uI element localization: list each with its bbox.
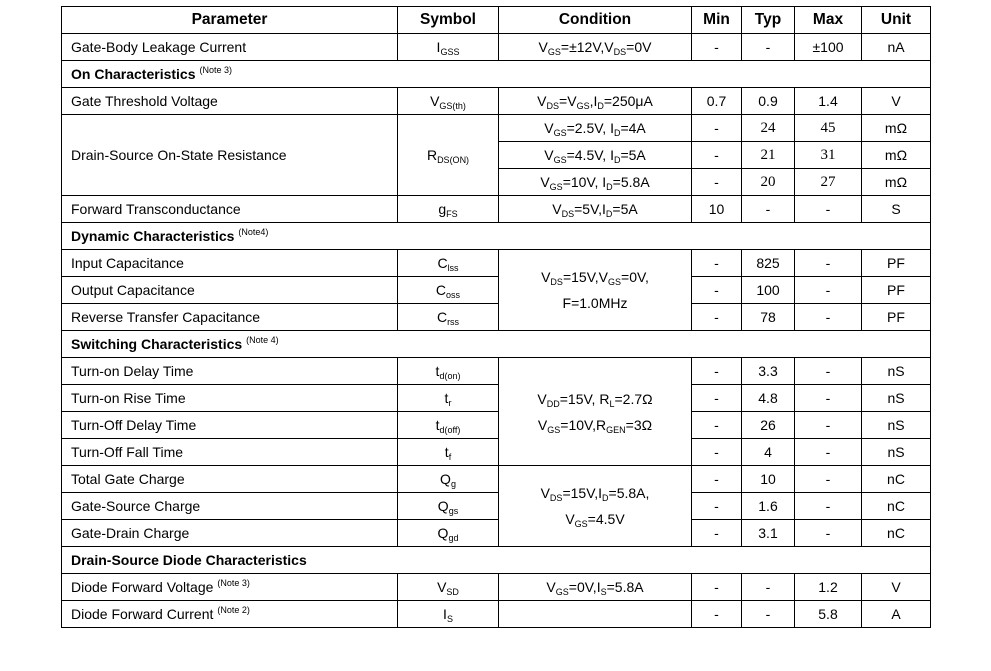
typ-cell: -: [742, 196, 795, 223]
min-cell: -: [692, 439, 742, 466]
max-cell: -: [795, 520, 862, 547]
table-row: [62, 574, 931, 601]
unit-cell: nS: [862, 412, 931, 439]
section-title: Switching Characteristics $^{(Note 4)}$: [62, 331, 931, 358]
min-cell: -: [692, 520, 742, 547]
section-row-diode: [62, 547, 931, 574]
param-name: Turn-on Rise Time: [62, 385, 398, 412]
table-row: [62, 358, 931, 385]
unit-cell: nS: [862, 439, 931, 466]
max-cell: -: [795, 277, 862, 304]
typ-cell: 78: [742, 304, 795, 331]
min-cell: 10: [692, 196, 742, 223]
max-cell: -: [795, 304, 862, 331]
min-cell: -: [692, 34, 742, 61]
typ-cell: 26: [742, 412, 795, 439]
condition-cell: $V_{GS}=4.5V$, $I_D=5A$: [499, 142, 692, 169]
symbol-cell: $C_{rss}$: [398, 304, 499, 331]
condition-cell: [499, 601, 692, 628]
unit-cell: A: [862, 601, 931, 628]
min-cell: 0.7: [692, 88, 742, 115]
symbol-cell: $V_{SD}$: [398, 574, 499, 601]
param-name: Gate Threshold Voltage: [62, 88, 398, 115]
section-title: Dynamic Characteristics $^{(Note4)}$: [62, 223, 931, 250]
table-row: [62, 493, 931, 520]
symbol-cell: $t_{d(on)}$: [398, 358, 499, 385]
header-symbol: Symbol: [398, 7, 499, 34]
typ-cell: 4: [742, 439, 795, 466]
unit-cell: PF: [862, 304, 931, 331]
min-cell: -: [692, 466, 742, 493]
table-row: [62, 466, 931, 493]
table-row: [62, 196, 931, 223]
param-name: Forward Transconductance: [62, 196, 398, 223]
unit-cell: mΩ: [862, 115, 931, 142]
symbol-cell: $C_{lss}$: [398, 250, 499, 277]
unit-cell: nA: [862, 34, 931, 61]
max-cell: 1.2: [795, 574, 862, 601]
header-parameter: Parameter: [62, 7, 398, 34]
symbol-cell: $t_r$: [398, 385, 499, 412]
param-name: Turn-on Delay Time: [62, 358, 398, 385]
param-name: Total Gate Charge: [62, 466, 398, 493]
symbol-cell: $V_{GS(th)}$: [398, 88, 499, 115]
max-cell: -: [795, 439, 862, 466]
min-cell: -: [692, 385, 742, 412]
param-name: Diode Forward Current $^{(Note 2)}$: [62, 601, 398, 628]
min-cell: -: [692, 412, 742, 439]
section-row-on: [62, 61, 931, 88]
typ-cell: 4.8: [742, 385, 795, 412]
condition-cell: $V_{GS}=0V,I_S=5.8A$: [499, 574, 692, 601]
section-row-dynamic: [62, 223, 931, 250]
max-cell: -: [795, 466, 862, 493]
section-row-switching: [62, 331, 931, 358]
min-cell: -: [692, 250, 742, 277]
param-name: Diode Forward Voltage $^{(Note 3)}$: [62, 574, 398, 601]
unit-cell: nS: [862, 385, 931, 412]
header-condition: Condition: [499, 7, 692, 34]
max-cell: 27: [795, 169, 862, 196]
param-name: Reverse Transfer Capacitance: [62, 304, 398, 331]
unit-cell: PF: [862, 277, 931, 304]
table-row: [62, 439, 931, 466]
symbol-cell: $t_f$: [398, 439, 499, 466]
table-row: [62, 34, 931, 61]
typ-cell: 3.1: [742, 520, 795, 547]
mosfet-electrical-characteristics-table: [61, 6, 931, 628]
header-typ: Typ: [742, 7, 795, 34]
typ-cell: 20: [742, 169, 795, 196]
param-name: Turn-Off Delay Time: [62, 412, 398, 439]
condition-cell: $V_{DS}=15V,I_D=5.8A$, $V_{GS}=4.5V$: [499, 466, 692, 547]
min-cell: -: [692, 601, 742, 628]
min-cell: -: [692, 169, 742, 196]
max-cell: 1.4: [795, 88, 862, 115]
param-name: Drain-Source On-State Resistance: [62, 115, 398, 196]
table-row: [62, 88, 931, 115]
table-row: [62, 115, 931, 142]
symbol-cell: $I_S$: [398, 601, 499, 628]
min-cell: -: [692, 574, 742, 601]
param-name: Gate-Drain Charge: [62, 520, 398, 547]
section-title: On Characteristics $^{(Note 3)}$: [62, 61, 931, 88]
param-name: Output Capacitance: [62, 277, 398, 304]
header-max: Max: [795, 7, 862, 34]
min-cell: -: [692, 115, 742, 142]
min-cell: -: [692, 277, 742, 304]
max-cell: ±100: [795, 34, 862, 61]
min-cell: -: [692, 142, 742, 169]
symbol-cell: $C_{oss}$: [398, 277, 499, 304]
typ-cell: 21: [742, 142, 795, 169]
symbol-cell: $I_{GSS}$: [398, 34, 499, 61]
table-row: [62, 520, 931, 547]
param-name: Gate-Source Charge: [62, 493, 398, 520]
max-cell: -: [795, 385, 862, 412]
unit-cell: PF: [862, 250, 931, 277]
typ-cell: 10: [742, 466, 795, 493]
table-row: [62, 250, 931, 277]
condition-cell: $V_{DS}=5V,I_D=5A$: [499, 196, 692, 223]
typ-cell: -: [742, 574, 795, 601]
symbol-cell: $Q_{gs}$: [398, 493, 499, 520]
max-cell: -: [795, 412, 862, 439]
condition-cell: $V_{DS}=V_{GS},I_D=250\mu A$: [499, 88, 692, 115]
header-unit: Unit: [862, 7, 931, 34]
unit-cell: mΩ: [862, 142, 931, 169]
unit-cell: S: [862, 196, 931, 223]
table-row: [62, 601, 931, 628]
typ-cell: 3.3: [742, 358, 795, 385]
param-name: Input Capacitance: [62, 250, 398, 277]
unit-cell: V: [862, 88, 931, 115]
condition-cell: $V_{GS}=2.5V$, $I_D=4A$: [499, 115, 692, 142]
table-row: [62, 304, 931, 331]
min-cell: -: [692, 493, 742, 520]
param-name: Turn-Off Fall Time: [62, 439, 398, 466]
max-cell: 31: [795, 142, 862, 169]
max-cell: -: [795, 250, 862, 277]
condition-cell: $V_{GS}=10V$, $I_D=5.8A$: [499, 169, 692, 196]
unit-cell: nC: [862, 493, 931, 520]
max-cell: 45: [795, 115, 862, 142]
typ-cell: 0.9: [742, 88, 795, 115]
typ-cell: 100: [742, 277, 795, 304]
table-row: [62, 277, 931, 304]
header-row: [62, 7, 931, 34]
unit-cell: nC: [862, 466, 931, 493]
symbol-cell: $Q_g$: [398, 466, 499, 493]
unit-cell: nS: [862, 358, 931, 385]
table-row: [62, 412, 931, 439]
condition-cell: $V_{GS}=\pm 12V,V_{DS}=0V$: [499, 34, 692, 61]
table-row: [62, 385, 931, 412]
symbol-cell: $Q_{gd}$: [398, 520, 499, 547]
condition-cell: $V_{DD}=15V$, $R_L=2.7\Omega$ $V_{GS}=10V,R_{GEN}=3\Omega$: [499, 358, 692, 466]
typ-cell: -: [742, 34, 795, 61]
max-cell: 5.8: [795, 601, 862, 628]
symbol-cell: $R_{DS(ON)}$: [398, 115, 499, 196]
symbol-cell: $t_{d(off)}$: [398, 412, 499, 439]
unit-cell: nC: [862, 520, 931, 547]
min-cell: -: [692, 358, 742, 385]
typ-cell: -: [742, 601, 795, 628]
unit-cell: mΩ: [862, 169, 931, 196]
param-name: Gate-Body Leakage Current: [62, 34, 398, 61]
section-title: Drain-Source Diode Characteristics: [62, 547, 931, 574]
max-cell: -: [795, 358, 862, 385]
condition-cell: $V_{DS}=15V,V_{GS}=0V$, F=1.0MHz: [499, 250, 692, 331]
typ-cell: 1.6: [742, 493, 795, 520]
max-cell: -: [795, 493, 862, 520]
typ-cell: 825: [742, 250, 795, 277]
symbol-cell: $g_{FS}$: [398, 196, 499, 223]
min-cell: -: [692, 304, 742, 331]
header-min: Min: [692, 7, 742, 34]
typ-cell: 24: [742, 115, 795, 142]
unit-cell: V: [862, 574, 931, 601]
max-cell: -: [795, 196, 862, 223]
